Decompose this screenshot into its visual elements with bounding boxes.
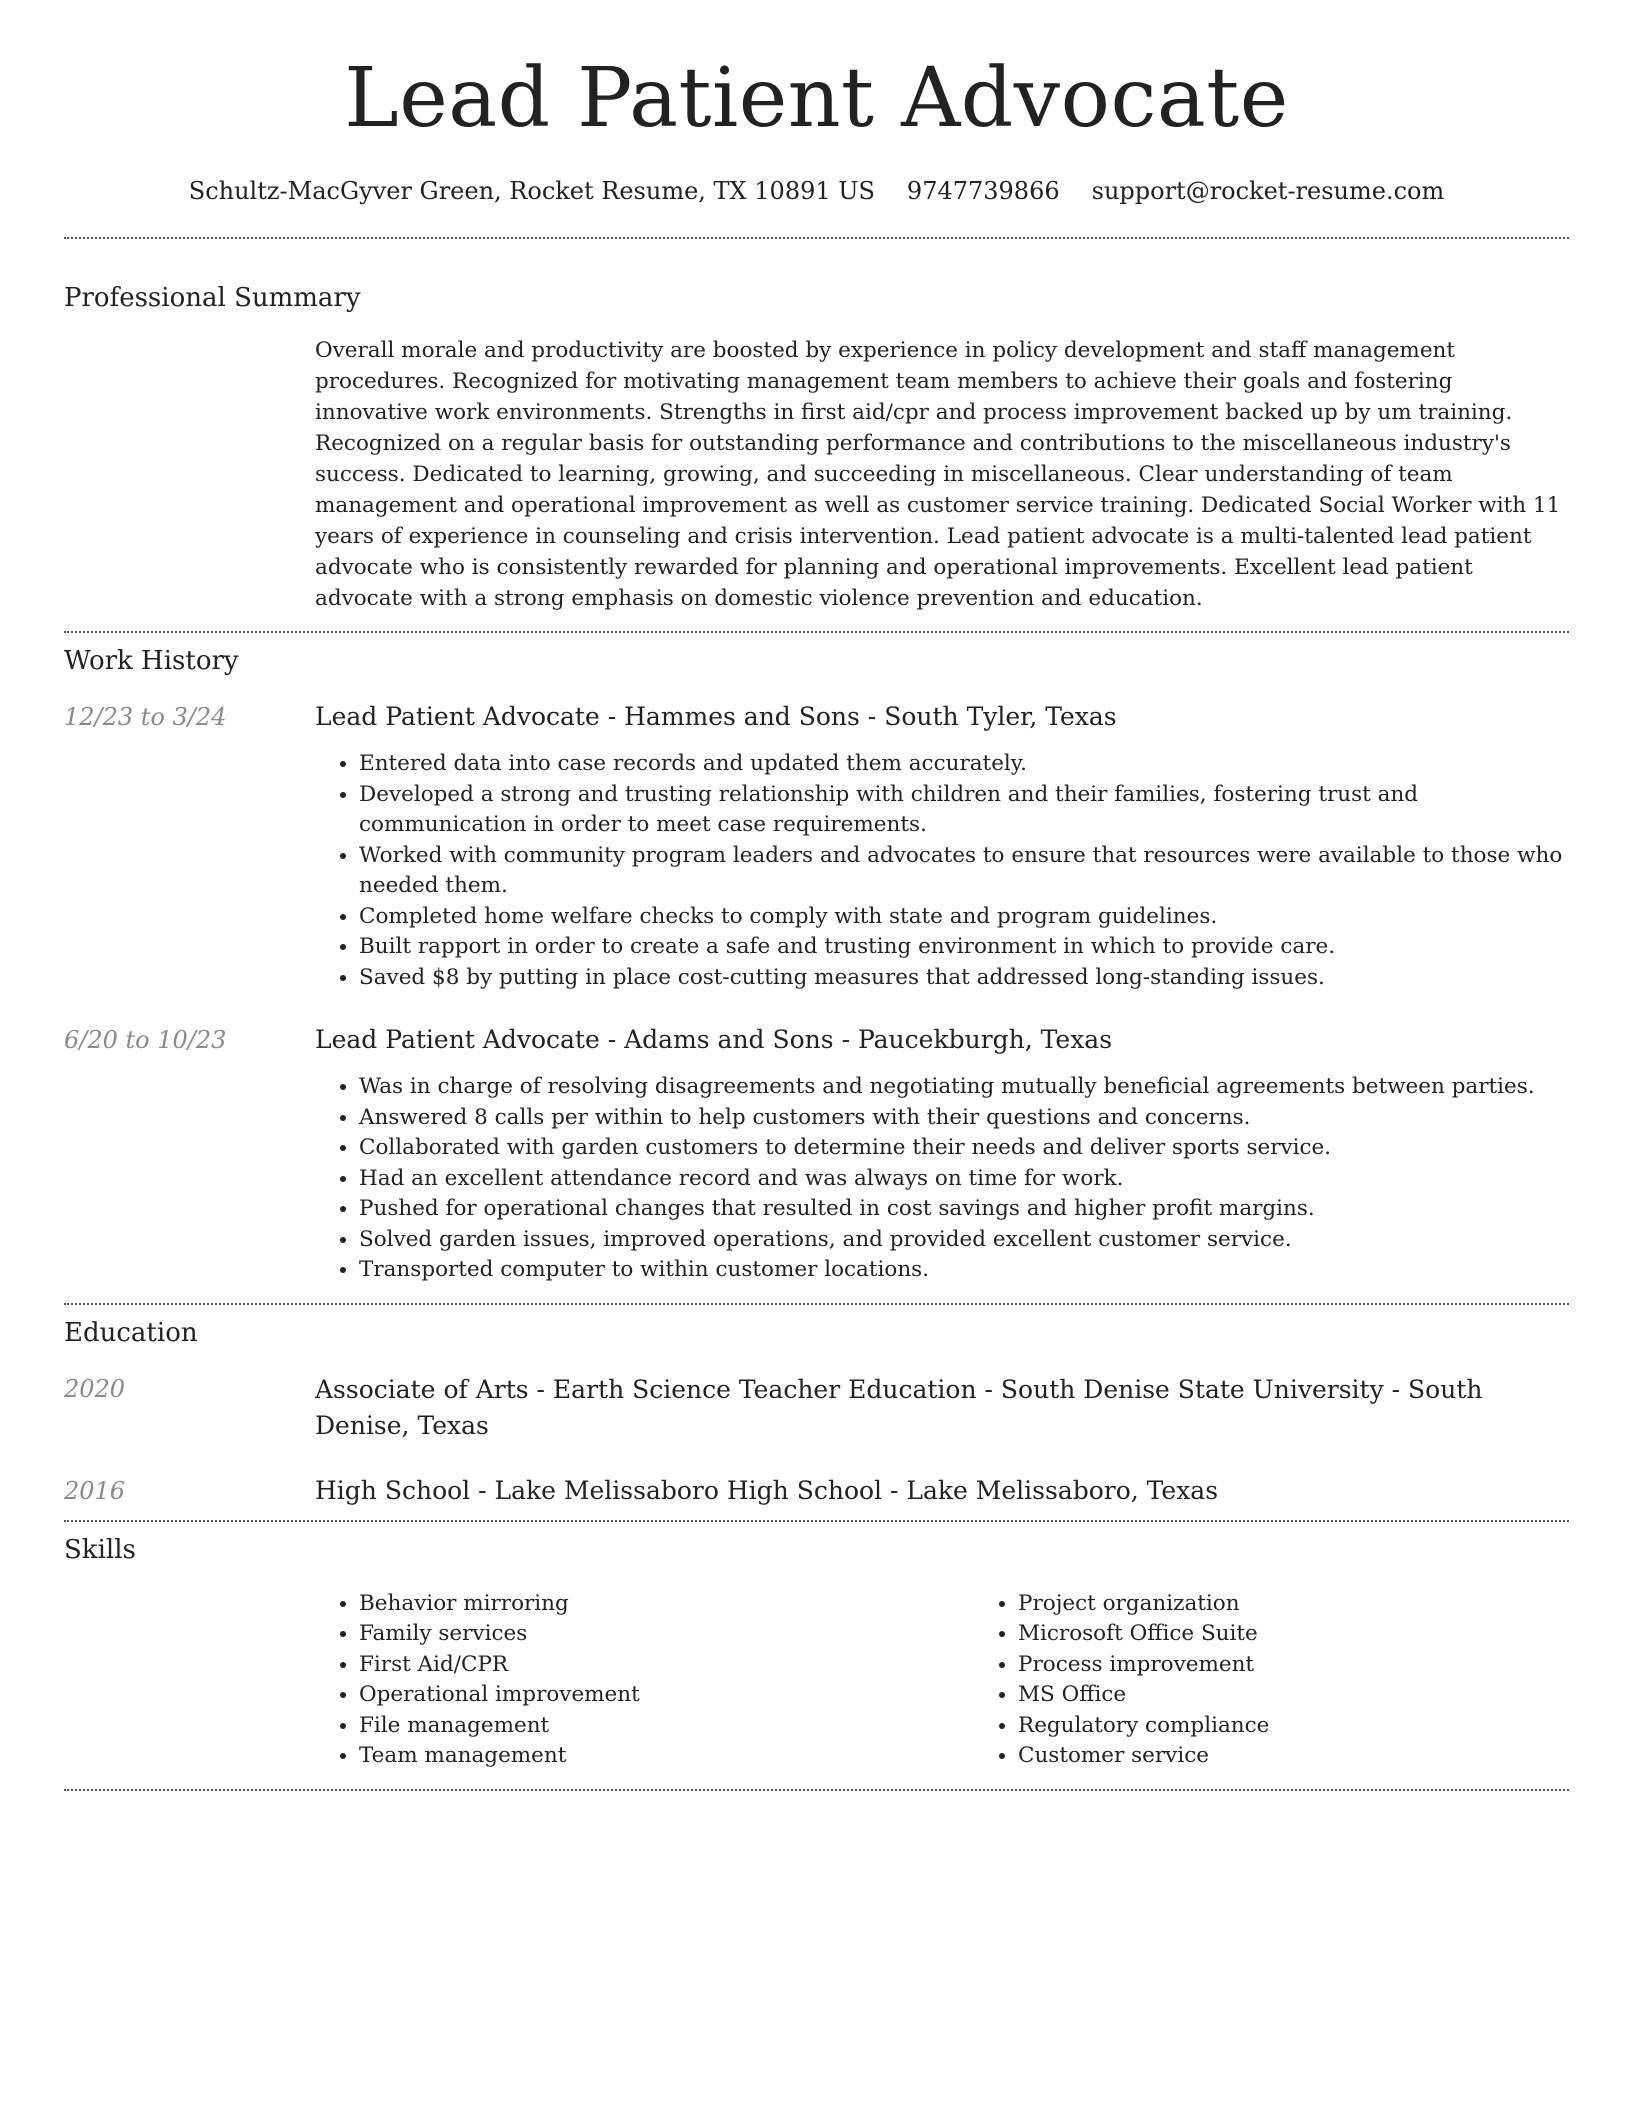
education-heading: High School - Lake Melissaboro High School - Lake Melissaboro, Texas <box>315 1475 1219 1505</box>
list-item: • Built rapport in order to create a safe and trusting environment in which to provide care. <box>359 932 1569 963</box>
skill-item: • Customer service <box>1018 1741 1632 1772</box>
resume-name: Lead Patient Advocate <box>344 51 1289 146</box>
section-title-education: Education <box>64 1317 198 1348</box>
list-item: • Worked with community program leaders and advocates to ensure that resources were available to those who needed them. <box>359 841 1569 902</box>
skill-item: • Regulatory compliance <box>1018 1711 1632 1742</box>
job-bullets <box>315 749 1569 993</box>
skills-grid <box>315 1589 1632 1772</box>
list-item: • Transported computer to within customer locations. <box>359 1255 1569 1286</box>
list-item: • Was in charge of resolving disagreements and negotiating mutually beneficial agreements between parties. <box>359 1072 1569 1103</box>
divider-summary <box>64 631 1569 633</box>
list-item: • Saved $8 by putting in place cost-cutting measures that addressed long-standing issues. <box>359 963 1569 994</box>
skill-item: • Family services <box>359 1619 974 1650</box>
list-item: • Developed a strong and trusting relationship with children and their families, fostering trust and communication in order to meet case requirements. <box>359 780 1569 841</box>
skill-item: • Operational improvement <box>359 1680 974 1711</box>
skills-list-left <box>315 1589 974 1772</box>
job-dates: 6/20 to 10/23 <box>64 1026 227 1054</box>
section-title-summary: Professional Summary <box>64 283 361 313</box>
list-item: • Solved garden issues, improved operations, and provided excellent customer service. <box>359 1225 1569 1256</box>
skill-item: • Behavior mirroring <box>359 1589 974 1620</box>
education-entry <box>64 1372 1569 1444</box>
section-title-work: Work History <box>64 646 239 676</box>
skill-item: • Project organization <box>1018 1589 1632 1620</box>
job-dates: 12/23 to 3/24 <box>64 703 227 731</box>
skill-item: • Team management <box>359 1741 974 1772</box>
skill-item: • First Aid/CPR <box>359 1650 974 1681</box>
education-entry <box>64 1474 1569 1508</box>
skill-item: • MS Office <box>1018 1680 1632 1711</box>
skill-item: • File management <box>359 1711 974 1742</box>
skills-list-right <box>974 1589 1632 1772</box>
list-item: • Entered data into case records and updated them accurately. <box>359 749 1569 780</box>
education-year: 2020 <box>64 1374 126 1403</box>
contact-line <box>64 176 1569 206</box>
job-bullets <box>315 1072 1569 1286</box>
job-entry <box>64 700 1569 993</box>
contact-email: support@rocket-resume.com <box>1091 177 1445 205</box>
list-item: • Answered 8 calls per within to help customers with their questions and concerns. <box>359 1103 1569 1134</box>
divider-skills <box>64 1789 1569 1791</box>
contact-phone: 9747739866 <box>906 177 1060 205</box>
job-heading: Lead Patient Advocate - Adams and Sons - Paucekburgh, Texas <box>315 1025 1113 1054</box>
list-item: • Collaborated with garden customers to determine their needs and deliver sports service. <box>359 1133 1569 1164</box>
job-entry <box>64 1023 1569 1286</box>
skills-row <box>64 1589 1569 1772</box>
summary-row <box>64 335 1569 614</box>
list-item: • Pushed for operational changes that resulted in cost savings and higher profit margins. <box>359 1194 1569 1225</box>
list-item: • Had an excellent attendance record and was always on time for work. <box>359 1164 1569 1195</box>
skill-item: • Microsoft Office Suite <box>1018 1619 1632 1650</box>
section-title-skills: Skills <box>64 1534 136 1565</box>
education-year: 2016 <box>64 1476 126 1505</box>
divider-header <box>64 237 1569 239</box>
education-heading: Associate of Arts - Earth Science Teacher Education - South Denise State University - South Denise, Texas <box>315 1374 1483 1440</box>
summary-text: Overall morale and productivity are boosted by experience in policy development and staff management procedures. Recognized for motivating management team members to achieve their goals and fostering innovative work environments. Strengths in first aid/cpr and process improvement backed up by um training. Recognized on a regular basis for outstanding performance and contributions to the miscellaneous industry's success. Dedicated to learning, growing, and succeeding in miscellaneous. Clear understanding of team management and operational improvement as well as customer service training. Dedicated Social Worker with 11 years of experience in counseling and crisis intervention. Lead patient advocate is a multi-talented lead patient advocate who is consistently rewarded for planning and operational improvements. Excellent lead patient advocate with a strong emphasis on domestic violence prevention and education. <box>315 338 1561 611</box>
divider-education <box>64 1520 1569 1522</box>
list-item: • Completed home welfare checks to comply with state and program guidelines. <box>359 902 1569 933</box>
job-heading: Lead Patient Advocate - Hammes and Sons - South Tyler, Texas <box>315 702 1117 731</box>
resume-page <box>64 0 1569 1791</box>
contact-address: Schultz-MacGyver Green, Rocket Resume, TX 10891 US <box>188 177 875 205</box>
divider-work <box>64 1303 1569 1305</box>
skill-item: • Process improvement <box>1018 1650 1632 1681</box>
